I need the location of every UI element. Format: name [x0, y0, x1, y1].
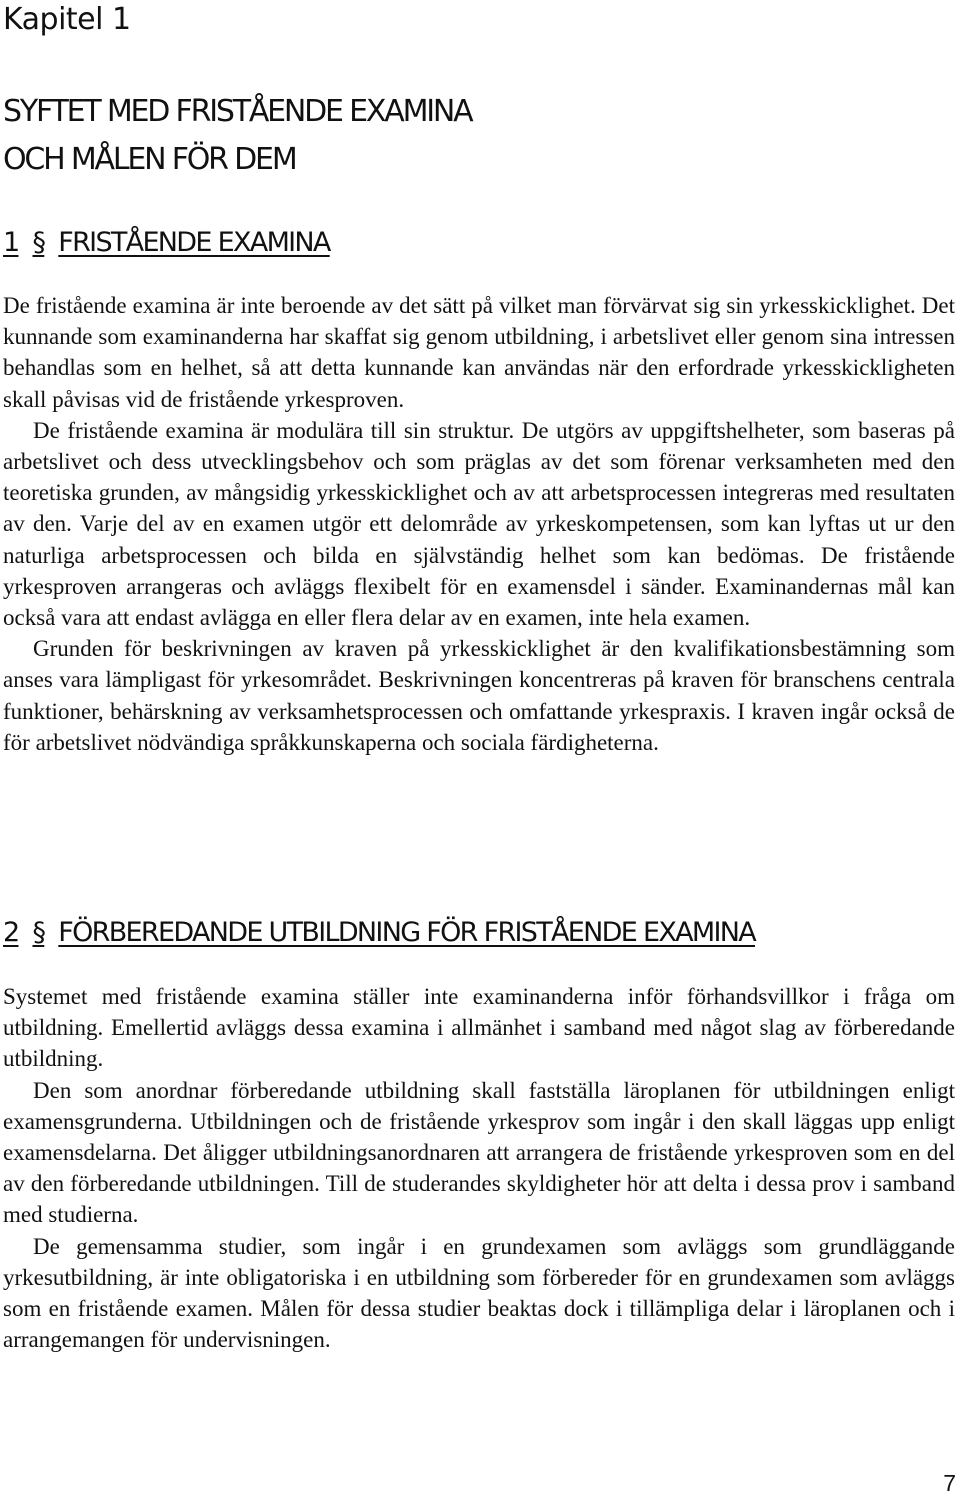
section-1-paragraph-3: Grunden för beskrivningen av kraven på yrkesskicklighet är den kvalifikationsbestämning som anses vara lämpligast för yrkesområdet. Beskrivningen koncentreras på kraven för branschens centrala funktioner, behärskning av verksamhetsprocessen och omfattande yrkespraxis. I kraven ingår också de för arbetslivet nödvändiga språkkunskaperna och sociala färdigheterna.	[3, 636, 955, 755]
page-title-line-2: OCH MÅLEN FÖR DEM	[3, 142, 296, 177]
section-2-heading	[3, 915, 755, 951]
section-1-number: 1	[3, 227, 19, 258]
section-1-paragraph-1: De fristående examina är inte beroende av det sätt på vilket man förvärvat sig sin yrkesskicklighet. Det kunnande som examinanderna har skaffat sig genom utbildning, i arbetslivet eller genom sina intressen behandlas som en helhet, så att detta kunnande kan användas när den erfordrade yrkesskickligheten skall påvisas vid de fristående yrkesproven.	[3, 293, 955, 412]
section-2-number: 2	[3, 917, 19, 948]
section-1-paragraph-2: De fristående examina är modulära till sin struktur. De utgörs av uppgiftshelheter, som baseras på arbetslivet och dess utvecklingsbehov och som präglas av det som förenar verksamheten med den teoretiska grunden, av mångsidig yrkesskicklighet och av att arbetsprocessen integreras med resultaten av den. Varje del av en examen utgör ett delområde av yrkeskompetensen, som kan lyftas ut ur den naturliga arbetsprocessen och bilda en självständig helhet som kan bedömas. De fristående yrkesproven arrangeras och avläggs flexibelt för en examensdel i sänder. Examinandernas mål kan också vara att endast avlägga en eller flera delar av en examen, inte hela examen.	[3, 417, 955, 631]
section-2-sign: §	[32, 917, 45, 948]
page-title	[3, 88, 471, 184]
page-title-line-1: SYFTET MED FRISTÅENDE EXAMINA	[3, 94, 472, 129]
section-2-paragraph-3: De gemensamma studier, som ingår i en grundexamen som avläggs som grundläggande yrkesutbildning, är inte obligatoriska i en utbildning som förbereder för en grundexamen som avläggs som en fristående examen. Målen för dessa studier beaktas dock i tillämpliga delar i läroplanen och i arrangemangen för undervisningen.	[3, 1233, 955, 1353]
section-2-paragraph-2: Den som anordnar förberedande utbildning skall fastställa läroplanen för utbildningen enligt examensgrunderna. Utbildningen och de fristående yrkesprov som ingår i den skall läggas upp enligt examensdelarna. Det åligger utbildningsanordnaren att arrangera de fristående yrkesproven som en del av den förberedande utbildningen. Till de studerandes skyldigheter hör att delta i dessa prov i samband med studierna.	[3, 1077, 955, 1228]
section-2-body	[3, 981, 955, 1355]
chapter-label: Kapitel 1	[3, 2, 131, 37]
section-1-title: FRISTÅENDE EXAMINA	[58, 227, 330, 258]
section-2-title: FÖRBEREDANDE UTBILDNING FÖR FRISTÅENDE EXAMINA	[58, 917, 756, 948]
section-1-heading	[3, 225, 330, 261]
section-2-paragraph-1: Systemet med fristående examina ställer inte examinanderna inför förhandsvillkor i fråga om utbildning. Emellertid avläggs dessa examina i allmänhet i samband med något slag av förberedande utbildning.	[3, 984, 955, 1072]
section-1-sign: §	[32, 227, 45, 258]
section-1-body	[3, 290, 955, 758]
page-number: 7	[943, 1470, 956, 1496]
